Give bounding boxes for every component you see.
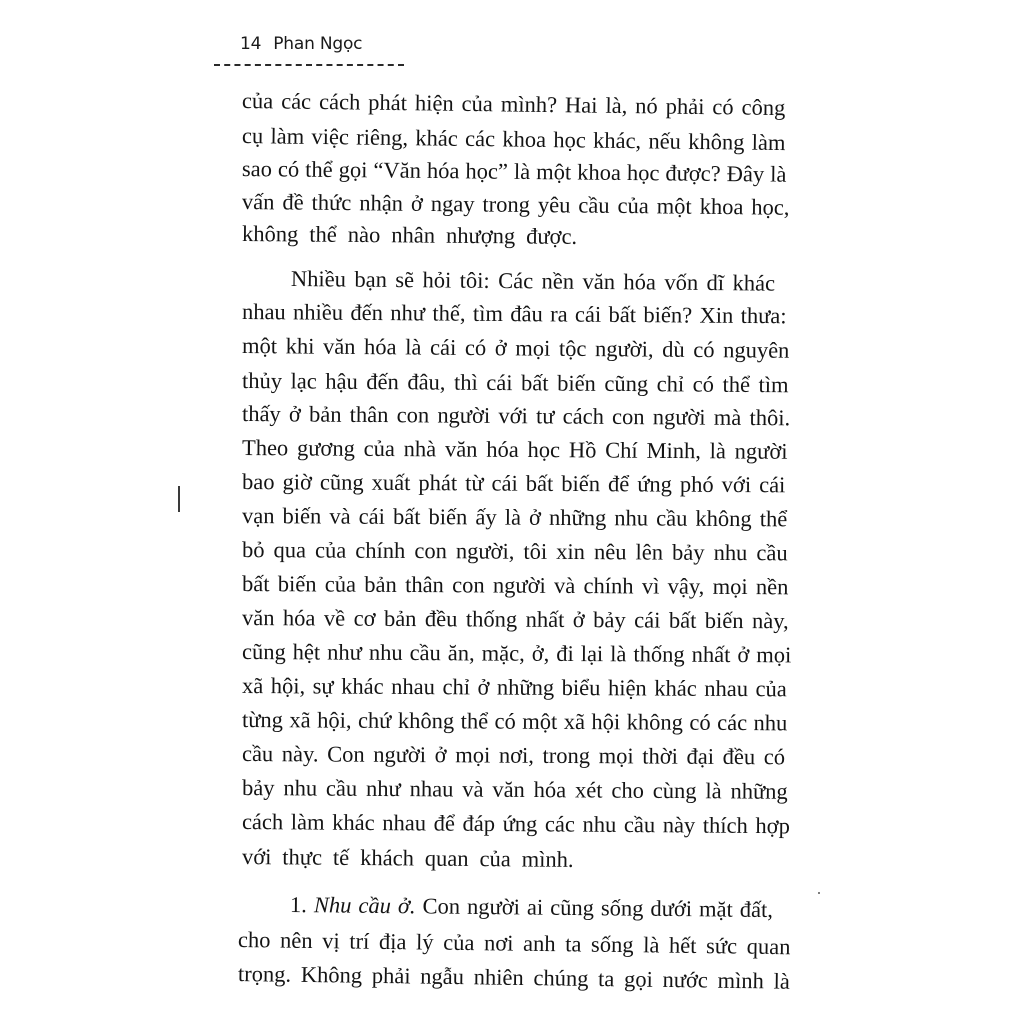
header-divider bbox=[214, 64, 404, 66]
text-line: bao giờ cũng xuất phát từ cái bất biến để ứng phó với cái bbox=[241, 469, 786, 498]
text-line: không thể nào nhân nhượng được. bbox=[241, 221, 578, 249]
text-line: Theo gương của nhà văn hóa học Hồ Chí Minh, là người bbox=[241, 435, 788, 464]
text-line: sao có thể gọi “Văn hóa học” là một khoa học được? Đây là bbox=[241, 156, 787, 187]
margin-mark bbox=[178, 486, 180, 512]
text-line: xã hội, sự khác nhau chỉ ở những biểu hiện khác nhau của bbox=[241, 673, 787, 702]
text-line: bỏ qua của chính con người, tôi xin nêu lên bảy nhu cầu bbox=[241, 537, 788, 566]
text-line: cách làm khác nhau để đáp ứng các nhu cầu này thích hợp bbox=[241, 809, 790, 839]
text-line: thấy ở bản thân con người với tư cách con người mà thôi. bbox=[241, 401, 791, 431]
text-line: bất biến của bản thân con người và chính vì vậy, mọi nền bbox=[241, 571, 789, 600]
list-item-lead bbox=[290, 894, 773, 922]
author-name: Phan Ngọc bbox=[273, 34, 363, 54]
text-line: một khi văn hóa là cái có ở mọi tộc người, dù có nguyên bbox=[241, 333, 790, 363]
text-line: văn hóa về cơ bản đều thống nhất ở bảy cái bất biến này, bbox=[241, 605, 789, 634]
text-line: của các cách phát hiện của mình? Hai là, nó phải có công bbox=[241, 88, 786, 121]
text-line: cho nên vị trí địa lý của nơi anh ta sống là hết sức quan bbox=[237, 927, 791, 960]
text-line: cụ làm việc riêng, khác các khoa học khác, nếu không làm bbox=[241, 123, 786, 156]
text-line: từng xã hội, chứ không thể có một xã hội không có các nhu bbox=[241, 707, 788, 736]
running-head bbox=[240, 34, 362, 54]
list-term: Nhu cầu ở. bbox=[313, 892, 416, 919]
text-line: thủy lạc hậu đến đâu, thì cái bất biến cũng chỉ có thể tìm bbox=[241, 368, 789, 398]
text-line: vấn đề thức nhận ở ngay trong yêu cầu của một khoa học, bbox=[241, 189, 790, 220]
text-line: trọng. Không phải ngẫu nhiên chúng ta gọi nước mình là bbox=[237, 961, 791, 994]
text-line: cầu này. Con người ở mọi nơi, trong mọi thời đại đều có bbox=[241, 741, 786, 770]
text-line: cũng hệt như nhu cầu ăn, mặc, ở, đi lại là thống nhất ở mọi bbox=[241, 639, 792, 668]
text-line: vạn biến và cái bất biến ấy là ở những nhu cầu không thể bbox=[241, 503, 788, 532]
text-line: với thực tế khách quan của mình. bbox=[241, 844, 574, 872]
list-number: 1. bbox=[289, 892, 308, 918]
text-line: bảy nhu cầu như nhau và văn hóa xét cho cùng là những bbox=[241, 775, 788, 804]
print-speck bbox=[818, 892, 820, 894]
text-line: Con người ai cũng sống dưới mặt đất, bbox=[422, 893, 774, 923]
text-line: Nhiều bạn sẽ hỏi tôi: Các nền văn hóa vốn dĩ khác bbox=[290, 266, 776, 296]
text-line: nhau nhiều đến như thế, tìm đâu ra cái bất biến? Xin thưa: bbox=[241, 299, 787, 329]
page-number: 14 bbox=[240, 34, 262, 54]
